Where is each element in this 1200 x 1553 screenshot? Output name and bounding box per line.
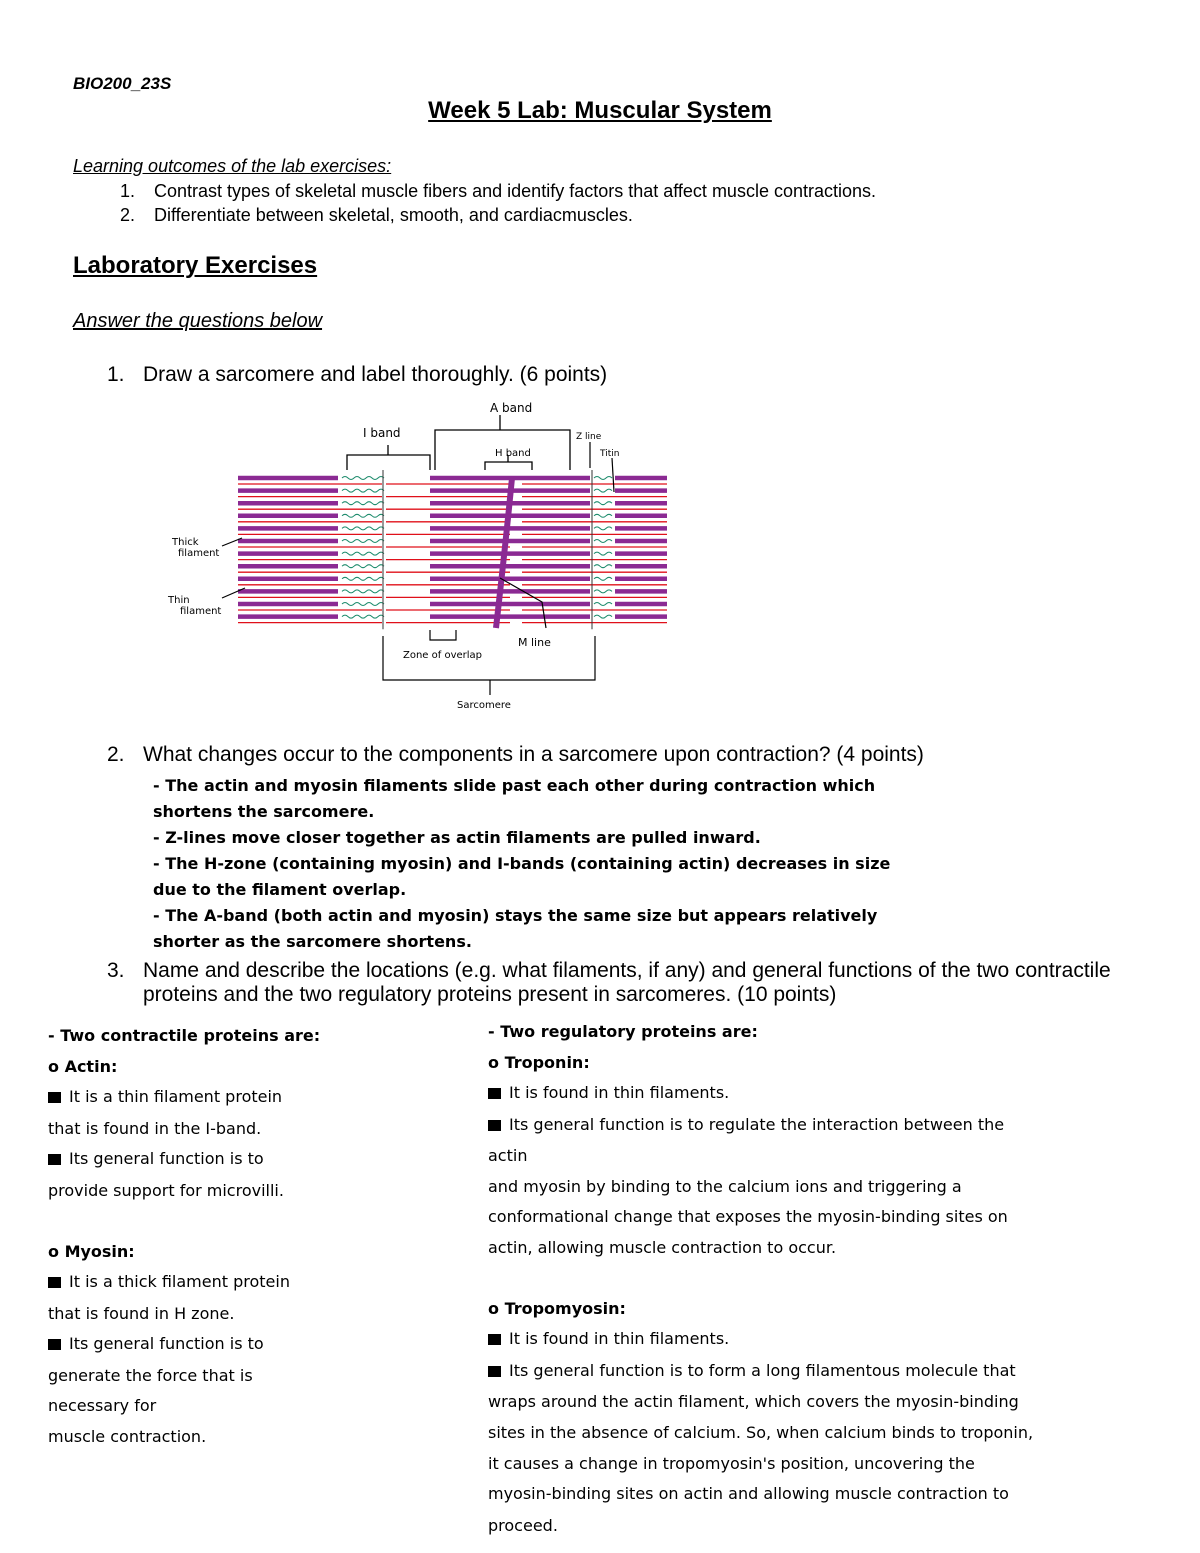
- titin-pointer: [612, 458, 614, 492]
- filament-layer: [238, 470, 667, 629]
- question-2: [107, 743, 1123, 767]
- list-item: wraps around the actin filament, which covers the myosin-binding: [488, 1392, 1019, 1411]
- titin-spring: [342, 540, 384, 543]
- question-1: [107, 363, 1123, 387]
- titin-spring: [342, 552, 384, 555]
- titin-spring: [342, 502, 384, 505]
- laboratory-exercises-heading: Laboratory Exercises: [73, 252, 318, 279]
- answer-2-line: shortens the sarcomere.: [153, 802, 375, 821]
- thick-filament-label: filament: [178, 548, 220, 559]
- list-item: conformational change that exposes the myosin-binding sites on: [488, 1207, 1008, 1226]
- list-item: Its general function is to regulate the interaction between the: [488, 1115, 1004, 1134]
- answer-2-line: - The H-zone (containing myosin) and I-bands (containing actin) decreases in size: [153, 854, 891, 873]
- question-text: What changes occur to the components in a sarcomere upon contraction? (4 points): [143, 743, 924, 766]
- titin-spring: [342, 577, 384, 580]
- answer-2-line: - Z-lines move closer together as actin filaments are pulled inward.: [153, 828, 761, 847]
- titin-spring: [342, 489, 384, 492]
- titin-spring: [594, 590, 612, 593]
- list-item: that is found in H zone.: [48, 1304, 235, 1323]
- titin-spring: [594, 502, 612, 505]
- list-item: it causes a change in tropomyosin's position, uncovering the: [488, 1454, 975, 1473]
- titin-spring: [342, 514, 384, 517]
- list-item: It is found in thin filaments.: [488, 1329, 729, 1348]
- sarcomere-label: Sarcomere: [457, 700, 511, 711]
- bullet-icon: [48, 1154, 61, 1165]
- list-item: actin, allowing muscle contraction to occur.: [488, 1238, 837, 1257]
- list-item: Its general function is to: [48, 1334, 264, 1353]
- titin-spring: [594, 577, 612, 580]
- question-3: [107, 959, 1123, 1007]
- titin-spring: [594, 540, 612, 543]
- list-number: 2.: [120, 205, 136, 225]
- titin-spring: [342, 615, 384, 618]
- z-line-label: Z line: [576, 432, 602, 442]
- titin-spring: [342, 477, 384, 480]
- a-band-label: A band: [490, 401, 533, 415]
- answer-2-line: due to the filament overlap.: [153, 880, 407, 899]
- regulatory-heading: - Two regulatory proteins are:: [488, 1022, 758, 1041]
- titin-spring: [594, 615, 612, 618]
- titin-label: Titin: [600, 449, 620, 459]
- list-item: necessary for: [48, 1396, 157, 1415]
- bullet-icon: [488, 1334, 501, 1345]
- bullet-icon: [48, 1339, 61, 1350]
- actin-heading: o Actin:: [48, 1057, 118, 1076]
- titin-spring: [594, 552, 612, 555]
- learning-outcome-text: Differentiate between skeletal, smooth, and cardiacmuscles.: [154, 205, 633, 225]
- bullet-icon: [488, 1120, 501, 1131]
- contractile-heading: - Two contractile proteins are:: [48, 1026, 321, 1045]
- question-number: 3.: [107, 959, 125, 982]
- course-code: BIO200_23S: [73, 74, 172, 93]
- i-band-label: I band: [363, 426, 401, 440]
- list-number: 1.: [120, 181, 136, 201]
- list-item: and myosin by binding to the calcium ions and triggering a: [488, 1177, 962, 1196]
- list-item: that is found in the I-band.: [48, 1119, 262, 1138]
- zone-overlap-label: Zone of overlap: [403, 650, 483, 661]
- titin-spring: [594, 527, 612, 530]
- learning-outcome-item: [120, 205, 633, 226]
- answer-2-line: shorter as the sarcomere shortens.: [153, 932, 472, 951]
- bullet-icon: [488, 1366, 501, 1377]
- list-item: muscle contraction.: [48, 1427, 207, 1446]
- list-item: myosin-binding sites on actin and allowing muscle contraction to: [488, 1484, 1009, 1503]
- bullet-icon: [48, 1092, 61, 1103]
- titin-spring: [342, 603, 384, 606]
- question-text: Name and describe the locations (e.g. what filaments, if any) and general functions of the two contractile proteins and the two regulatory proteins present in sarcomeres. (10 points): [143, 959, 1111, 1006]
- question-number: 1.: [107, 363, 125, 386]
- titin-spring: [594, 489, 612, 492]
- answer-2-line: - The A-band (both actin and myosin) stays the same size but appears relatively: [153, 906, 878, 925]
- titin-spring: [594, 603, 612, 606]
- learning-outcome-item: [120, 181, 876, 202]
- list-item: provide support for microvilli.: [48, 1181, 284, 1200]
- answer-questions-heading: Answer the questions below: [73, 310, 323, 332]
- list-item: Its general function is to: [48, 1149, 264, 1168]
- titin-spring: [594, 514, 612, 517]
- thin-filament-label: filament: [180, 606, 222, 617]
- answer-2-line: - The actin and myosin filaments slide past each other during contraction which: [153, 776, 876, 795]
- learning-outcomes-heading: Learning outcomes of the lab exercises:: [73, 156, 392, 176]
- titin-spring: [594, 565, 612, 568]
- question-text: Draw a sarcomere and label thoroughly. (6 points): [143, 363, 608, 386]
- troponin-heading: o Troponin:: [488, 1053, 590, 1072]
- list-item: It is a thin filament protein: [48, 1087, 282, 1106]
- h-band-label: H band: [495, 448, 531, 459]
- learning-outcome-text: Contrast types of skeletal muscle fibers and identify factors that affect muscle contractions.: [154, 181, 877, 201]
- bullet-icon: [48, 1277, 61, 1288]
- list-item: It is a thick filament protein: [48, 1272, 290, 1291]
- list-item: generate the force that is: [48, 1366, 253, 1385]
- m-line-label: M line: [518, 636, 551, 649]
- question-number: 2.: [107, 743, 125, 766]
- bullet-icon: [488, 1088, 501, 1099]
- titin-spring: [342, 527, 384, 530]
- sarcomere-diagram: [150, 390, 710, 720]
- titin-spring: [594, 477, 612, 480]
- i-band-bracket: [347, 445, 430, 470]
- myosin-heading: o Myosin:: [48, 1242, 135, 1261]
- list-item: Its general function is to form a long filamentous molecule that: [488, 1361, 1016, 1380]
- titin-spring: [342, 565, 384, 568]
- list-item: It is found in thin filaments.: [488, 1083, 729, 1102]
- page-title: Week 5 Lab: Muscular System: [428, 97, 772, 124]
- sarcomere-bracket: [383, 636, 595, 695]
- titin-spring: [342, 590, 384, 593]
- list-item: proceed.: [488, 1516, 558, 1535]
- thin-label: Thin: [168, 595, 190, 606]
- thick-label: Thick: [172, 537, 199, 548]
- tropomyosin-heading: o Tropomyosin:: [488, 1299, 626, 1318]
- list-item: sites in the absence of calcium. So, when calcium binds to troponin,: [488, 1423, 1034, 1442]
- overlap-bracket: [430, 630, 456, 640]
- list-item: actin: [488, 1146, 528, 1165]
